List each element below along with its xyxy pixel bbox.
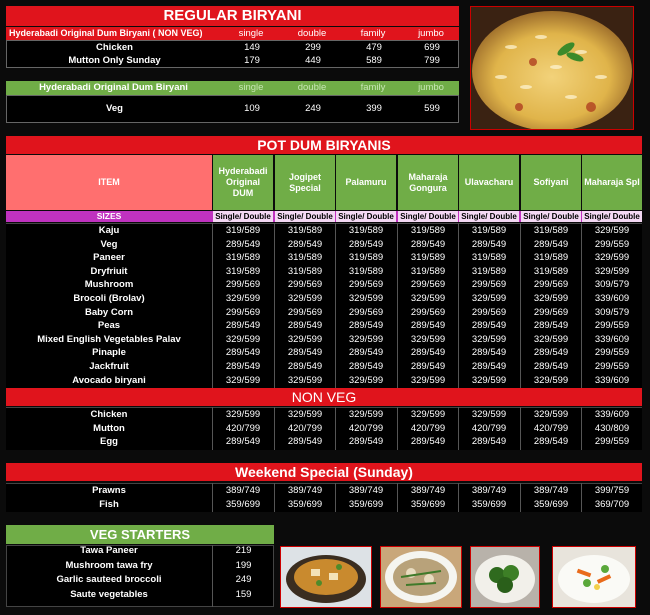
pot-column-header-label: Maharaja Spl — [584, 177, 640, 187]
price-cell: 289/549 — [225, 320, 261, 332]
size-family: family — [360, 28, 386, 39]
price-cell: 389/749 — [471, 485, 507, 496]
price-cell: 289/549 — [471, 238, 507, 250]
price-cell: 359/699 — [533, 498, 569, 510]
price-cell: 289/549 — [410, 347, 446, 359]
price-cell: 319/589 — [471, 265, 507, 277]
price-cell: 329/599 — [348, 333, 384, 345]
item-name: Fish — [99, 498, 119, 510]
price-cell: 359/699 — [348, 498, 384, 510]
price-cell: 289/549 — [410, 238, 446, 250]
price-cell: 589 — [366, 55, 382, 66]
price-cell: 420/799 — [348, 422, 384, 434]
price-cell: 449 — [305, 55, 321, 66]
price-cell: 289/549 — [410, 361, 446, 372]
starter-item: Garlic sauteed broccoli — [56, 574, 162, 585]
price-cell: 329/599 — [594, 252, 630, 264]
price-cell: 319/589 — [348, 225, 384, 236]
price-cell: 289/549 — [410, 320, 446, 332]
mushroom-tawa-fry-graphic — [381, 547, 461, 607]
regular-row-mutton-item: Mutton Only Sunday — [68, 55, 161, 66]
price-cell: 399 — [366, 103, 382, 114]
price-cell: 289/549 — [410, 436, 446, 448]
price-cell: 299/569 — [533, 306, 569, 318]
price-cell: 389/749 — [225, 485, 261, 496]
price-cell: 289/549 — [225, 347, 261, 359]
price-cell: 420/799 — [533, 422, 569, 434]
tawa-paneer-graphic — [281, 547, 371, 607]
price-cell: 299/559 — [594, 436, 630, 448]
price-cell: 420/799 — [287, 422, 323, 434]
price-cell: 329/599 — [348, 374, 384, 386]
price-cell: 319/589 — [533, 265, 569, 277]
price-cell: 309/579 — [594, 306, 630, 318]
pot-column-header — [582, 155, 642, 210]
price-cell: 329/599 — [533, 293, 569, 304]
item-name: Baby Corn — [84, 306, 134, 318]
price-cell: 359/699 — [225, 498, 261, 510]
price-cell: 389/749 — [348, 485, 384, 496]
regular-nonveg-header-row — [6, 27, 459, 40]
size-double: double — [297, 28, 327, 39]
price-cell: 289/549 — [348, 238, 384, 250]
price-cell: 389/749 — [533, 485, 569, 496]
price-cell: 319/589 — [225, 265, 261, 277]
price-cell: 299/569 — [348, 279, 384, 291]
pot-item-header — [6, 155, 212, 210]
regular-nonveg-header: Hyderabadi Original Dum Biryani ( NON VEG) — [9, 28, 203, 38]
price-cell: 329/599 — [533, 409, 569, 420]
item-header-label: ITEM — [98, 177, 120, 187]
price-cell: 299/569 — [410, 279, 446, 291]
veg-starters-title: VEG STARTERS — [6, 525, 274, 544]
price-cell: 109 — [244, 103, 260, 114]
price-cell: 369/709 — [594, 498, 630, 510]
item-name: Mushroom — [84, 279, 134, 291]
item-name: Avocado biryani — [72, 374, 146, 386]
price-cell: 299/569 — [225, 279, 261, 291]
price-cell: 289/549 — [287, 361, 323, 372]
price-cell: 329/599 — [287, 333, 323, 345]
pot-column-header-label: Hyderabadi Original DUM — [218, 166, 268, 198]
price-cell: 289/549 — [287, 347, 323, 359]
price-cell: 329/599 — [471, 374, 507, 386]
item-name: Jackfruit — [89, 361, 129, 372]
regular-veg-header: Hyderabadi Original Dum Biryani — [39, 82, 188, 93]
size-cell: Single/ Double — [582, 211, 642, 222]
price-cell: 329/599 — [225, 374, 261, 386]
price-cell: 289/549 — [471, 347, 507, 359]
price-cell: 289/549 — [533, 361, 569, 372]
price-cell: 329/599 — [410, 333, 446, 345]
price-cell: 319/589 — [225, 252, 261, 264]
size-cell: Single/ Double — [336, 211, 396, 222]
regular-veg-header-row — [6, 81, 459, 95]
starter-price: 219 — [235, 545, 252, 556]
weekend-special-title: Weekend Special (Sunday) — [6, 463, 642, 481]
regular-row-chicken-item: Chicken — [96, 42, 133, 53]
price-cell: 299/569 — [348, 306, 384, 318]
price-cell: 289/549 — [471, 436, 507, 448]
price-cell: 329/599 — [287, 409, 323, 420]
size-cell: Single/ Double — [459, 211, 519, 222]
price-cell: 319/589 — [287, 252, 323, 264]
price-cell: 249 — [305, 103, 321, 114]
price-cell: 299/559 — [594, 320, 630, 332]
price-cell: 319/589 — [471, 252, 507, 264]
price-cell: 319/589 — [287, 225, 323, 236]
starter-item: Mushroom tawa fry — [65, 559, 153, 571]
price-cell: 319/589 — [410, 265, 446, 277]
item-name: Brocoli (Brolav) — [73, 293, 145, 304]
price-cell: 319/589 — [348, 252, 384, 264]
size-jumbo: jumbo — [418, 28, 444, 39]
price-cell: 329/599 — [410, 374, 446, 386]
price-cell: 319/589 — [225, 225, 261, 236]
pot-column-header-label: Palamuru — [345, 177, 387, 187]
price-cell: 299/569 — [287, 279, 323, 291]
starter-item: Tawa Paneer — [80, 545, 138, 556]
price-cell: 289/549 — [287, 436, 323, 448]
price-cell: 329/599 — [287, 374, 323, 386]
item-name: Pinaple — [92, 347, 126, 359]
pot-column-header — [459, 155, 519, 210]
price-cell: 289/549 — [287, 320, 323, 332]
starter-price: 199 — [235, 559, 252, 571]
regular-row-veg-item: Veg — [106, 103, 123, 114]
price-cell: 359/699 — [287, 498, 323, 510]
mushroom-tawa-fry-photo — [380, 546, 462, 608]
size-single: single — [238, 82, 264, 93]
price-cell: 399/759 — [594, 485, 630, 496]
price-cell: 319/589 — [533, 252, 569, 264]
price-cell: 699 — [424, 42, 440, 53]
price-cell: 289/549 — [225, 436, 261, 448]
price-cell: 289/549 — [533, 238, 569, 250]
price-cell: 329/599 — [471, 409, 507, 420]
size-single: single — [238, 28, 264, 39]
price-cell: 319/589 — [348, 265, 384, 277]
size-family: family — [360, 82, 386, 93]
price-cell: 299/559 — [594, 347, 630, 359]
garlic-broccoli-graphic — [471, 547, 539, 607]
pot-column-header-label: Jogipet Special — [288, 171, 321, 193]
pot-dum-title: POT DUM BIRYANIS — [6, 136, 642, 154]
size-double: double — [297, 82, 327, 93]
price-cell: 289/549 — [471, 320, 507, 332]
item-name: Mutton — [93, 422, 125, 434]
nonveg-title: NON VEG — [6, 388, 642, 406]
price-cell: 389/749 — [287, 485, 323, 496]
item-name: Chicken — [90, 409, 128, 420]
price-cell: 420/799 — [471, 422, 507, 434]
price-cell: 289/549 — [348, 320, 384, 332]
price-cell: 299/569 — [225, 306, 261, 318]
size-jumbo: jumbo — [418, 82, 444, 93]
pot-column-header-label: Sofiyani — [533, 177, 569, 187]
price-cell: 309/579 — [594, 279, 630, 291]
item-name: Prawns — [92, 485, 126, 496]
price-cell: 329/599 — [225, 293, 261, 304]
price-cell: 289/549 — [348, 361, 384, 372]
price-cell: 289/549 — [533, 320, 569, 332]
price-cell: 420/799 — [225, 422, 261, 434]
size-cell: Single/ Double — [398, 211, 458, 222]
pot-column-header — [336, 155, 396, 210]
saute-vegetables-photo — [552, 546, 636, 608]
price-cell: 319/589 — [410, 252, 446, 264]
pot-column-header — [275, 155, 335, 210]
price-cell: 299/559 — [594, 361, 630, 372]
price-cell: 319/589 — [410, 225, 446, 236]
price-cell: 289/549 — [533, 347, 569, 359]
biryani-photo — [470, 6, 634, 130]
price-cell: 149 — [244, 42, 260, 53]
sizes-label: SIZES — [96, 211, 122, 221]
price-cell: 289/549 — [287, 238, 323, 250]
price-cell: 329/599 — [471, 333, 507, 345]
price-cell: 329/599 — [533, 333, 569, 345]
size-cell: Single/ Double — [275, 211, 335, 222]
item-name: Egg — [100, 436, 118, 448]
item-name: Dryfriuit — [90, 265, 128, 277]
price-cell: 329/599 — [410, 409, 446, 420]
price-cell: 319/589 — [287, 265, 323, 277]
item-name: Veg — [100, 238, 118, 250]
starter-price: 159 — [235, 588, 252, 600]
garlic-broccoli-photo — [470, 546, 540, 608]
price-cell: 299/569 — [471, 279, 507, 291]
pot-column-header-label: Maharaja Gongura — [408, 171, 448, 193]
pot-column-header — [398, 155, 458, 210]
tawa-paneer-photo — [280, 546, 372, 608]
price-cell: 339/609 — [594, 374, 630, 386]
price-cell: 430/809 — [594, 422, 630, 434]
price-cell: 359/699 — [471, 498, 507, 510]
size-cell: Single/ Double — [213, 211, 273, 222]
price-cell: 389/749 — [410, 485, 446, 496]
pot-column-header — [521, 155, 581, 210]
price-cell: 329/599 — [348, 293, 384, 304]
price-cell: 329/599 — [594, 265, 630, 277]
price-cell: 339/609 — [594, 293, 630, 304]
price-cell: 329/599 — [287, 293, 323, 304]
price-cell: 319/589 — [533, 225, 569, 236]
price-cell: 420/799 — [410, 422, 446, 434]
price-cell: 799 — [424, 55, 440, 66]
price-cell: 329/599 — [225, 409, 261, 420]
price-cell: 179 — [244, 55, 260, 66]
price-cell: 329/599 — [410, 293, 446, 304]
size-cell: Single/ Double — [521, 211, 581, 222]
price-cell: 299/569 — [471, 306, 507, 318]
starter-item: Saute vegetables — [70, 588, 148, 600]
price-cell: 479 — [366, 42, 382, 53]
price-cell: 299/569 — [287, 306, 323, 318]
price-cell: 289/549 — [225, 238, 261, 250]
price-cell: 289/549 — [348, 347, 384, 359]
price-cell: 329/599 — [533, 374, 569, 386]
price-cell: 299/569 — [533, 279, 569, 291]
price-cell: 329/599 — [594, 225, 630, 236]
price-cell: 329/599 — [348, 409, 384, 420]
price-cell: 599 — [424, 103, 440, 114]
item-name: Kaju — [98, 225, 120, 236]
regular-nonveg-rows — [6, 40, 459, 68]
price-cell: 329/599 — [471, 293, 507, 304]
price-cell: 339/609 — [594, 333, 630, 345]
price-cell: 299/569 — [410, 306, 446, 318]
starter-price: 249 — [235, 574, 252, 585]
price-cell: 339/609 — [594, 409, 630, 420]
item-name: Peas — [97, 320, 121, 332]
pot-column-header — [213, 155, 273, 210]
regular-biryani-title: REGULAR BIRYANI — [6, 6, 459, 26]
price-cell: 319/589 — [471, 225, 507, 236]
price-cell: 289/549 — [471, 361, 507, 372]
item-name: Mixed English Vegetables Palav — [37, 333, 181, 345]
price-cell: 289/549 — [225, 361, 261, 372]
price-cell: 299/559 — [594, 238, 630, 250]
price-cell: 289/549 — [533, 436, 569, 448]
price-cell: 359/699 — [410, 498, 446, 510]
regular-veg-rows — [6, 95, 459, 123]
pot-column-header-label: Ulavacharu — [464, 177, 514, 187]
saute-vegetables-graphic — [553, 547, 635, 607]
price-cell: 289/549 — [348, 436, 384, 448]
price-cell: 329/599 — [225, 333, 261, 345]
item-name: Paneer — [93, 252, 125, 264]
price-cell: 299 — [305, 42, 321, 53]
biryani-photo-graphic — [471, 7, 633, 129]
